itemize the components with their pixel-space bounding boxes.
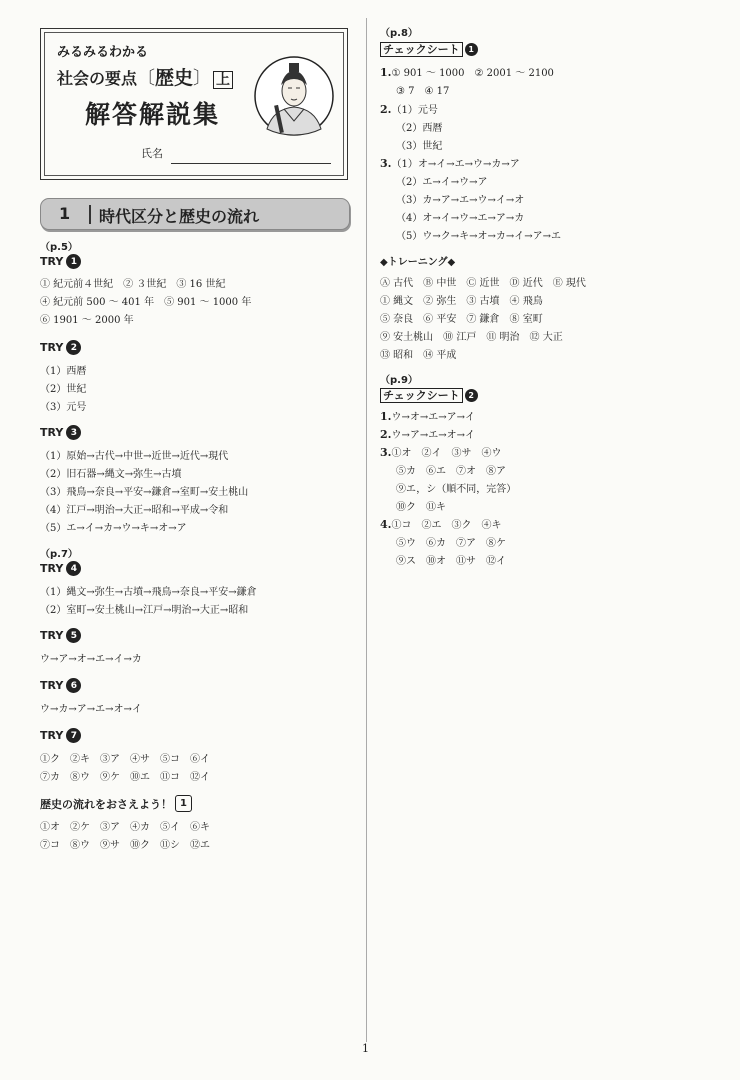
- answer-line: ④ 紀元前 500 ～ 401 年 ⑤ 901 ～ 1000 年: [40, 297, 252, 308]
- try-6-heading: [40, 678, 81, 693]
- answer-line: （1）オ→イ→エ→ウ→カ→ア: [391, 159, 520, 170]
- answer-line: ⑨エ，シ（順不同，完答）: [396, 484, 517, 495]
- subject-prefix: 社会の要点: [57, 69, 138, 88]
- try-4-heading: [40, 561, 81, 576]
- question-item: [380, 516, 501, 531]
- subject: 歴史: [155, 67, 194, 89]
- chapter-separator: [89, 205, 91, 224]
- answer-line: （3）世紀: [396, 141, 443, 152]
- try-number-badge: 3: [66, 425, 81, 440]
- answer-line: ⑤カ ⑥エ ⑦オ ⑧ア: [396, 466, 506, 477]
- answer-line: （2）旧石器→縄文→弥生→古墳: [40, 469, 182, 480]
- try-label: TRY: [40, 629, 64, 642]
- check-sheet-number-badge: 1: [465, 43, 478, 56]
- try-number-badge: 4: [66, 561, 81, 576]
- try-label: TRY: [40, 341, 64, 354]
- answer-line: ①ク ②キ ③ア ④サ ⑤コ ⑥イ: [40, 754, 210, 765]
- question-number: 4.: [380, 518, 392, 531]
- title-box: [40, 28, 348, 180]
- page-ref-p5: （p.5）: [40, 242, 78, 253]
- training-heading: ◆トレーニング◆: [380, 257, 456, 268]
- page-ref-p8: （p.8）: [380, 28, 418, 39]
- volume-badge: 上: [213, 71, 233, 89]
- page-ref-p7: （p.7）: [40, 549, 78, 560]
- question-item: [380, 408, 475, 423]
- answer-line: ウ→カ→ア→エ→オ→イ: [40, 704, 142, 715]
- book-title: 解答解説集: [85, 100, 221, 129]
- question-item: [380, 101, 438, 116]
- bracket-open: 〔: [137, 68, 156, 89]
- answer-line: ① 紀元前４世紀 ② ３世紀 ③ 16 世紀: [40, 279, 226, 290]
- answer-line: ⑤ウ ⑥カ ⑦ア ⑧ケ: [396, 538, 506, 549]
- question-number: 2.: [380, 428, 392, 441]
- name-line: [171, 163, 331, 164]
- answer-line: ⑬ 昭和 ⑭ 平成: [380, 350, 457, 361]
- try-3-heading: [40, 425, 81, 440]
- answer-line: ⑥ 1901 ～ 2000 年: [40, 315, 134, 326]
- review-heading: [40, 795, 192, 812]
- answer-line: （2）エ→イ→ウ→ア: [396, 177, 488, 188]
- answer-line: ⑤ 奈良 ⑥ 平安 ⑦ 鎌倉 ⑧ 室町: [380, 314, 543, 325]
- series-name: みるみるわかる: [57, 45, 149, 60]
- try-2-heading: [40, 340, 81, 355]
- try-number-badge: 2: [66, 340, 81, 355]
- answer-line: Ⓐ 古代 Ⓑ 中世 Ⓒ 近世 Ⓓ 近代 Ⓔ 現代: [380, 278, 586, 289]
- subject-line: [57, 63, 233, 90]
- answer-line: ⑦カ ⑧ウ ⑨ケ ⑩エ ⑪コ ⑫イ: [40, 772, 210, 783]
- try-1-heading: [40, 254, 81, 269]
- try-7-heading: [40, 728, 81, 743]
- try-number-badge: 7: [66, 728, 81, 743]
- answer-line: （4）オ→イ→ウ→エ→ア→カ: [396, 213, 525, 224]
- answer-line: ⑦コ ⑧ウ ⑨サ ⑩ク ⑪シ ⑫エ: [40, 840, 210, 851]
- answer-line: ウ→ア→オ→エ→イ→カ: [40, 654, 142, 665]
- try-number-badge: 6: [66, 678, 81, 693]
- answer-line: （3）元号: [40, 402, 87, 413]
- review-number-badge: 1: [175, 795, 192, 812]
- try-label: TRY: [40, 426, 64, 439]
- answer-line: （3）カ→ア→エ→ウ→イ→オ: [396, 195, 525, 206]
- answer-line: （3）飛鳥→奈良→平安→鎌倉→室町→安土桃山: [40, 487, 249, 498]
- answer-line: （1）原始→古代→中世→近世→近代→現代: [40, 451, 229, 462]
- chapter-banner: [40, 198, 350, 230]
- check-sheet-1-heading: [380, 42, 478, 57]
- answer-line: ウ→オ→エ→ア→イ: [391, 412, 475, 423]
- check-sheet-2-heading: [380, 388, 478, 403]
- try-5-heading: [40, 628, 81, 643]
- question-number: 3.: [380, 446, 392, 459]
- chapter-title: 時代区分と歴史の流れ: [99, 207, 260, 226]
- question-item: [380, 155, 520, 170]
- answer-line: ⑩ク ⑪キ: [396, 502, 446, 513]
- answer-line: ⑨ス ⑩オ ⑪サ ⑫イ: [396, 556, 506, 567]
- answer-line: （4）江戸→明治→大正→昭和→平成→令和: [40, 505, 229, 516]
- answer-line: ①オ ②ケ ③ア ④カ ⑤イ ⑥キ: [40, 822, 210, 833]
- answer-line: （2）世紀: [40, 384, 87, 395]
- answer-line: ①オ ②イ ③サ ④ウ: [391, 448, 502, 459]
- answer-line: （1）元号: [391, 105, 438, 116]
- column-divider: [366, 18, 367, 1042]
- question-number: 1.: [380, 66, 392, 79]
- review-label: 歴史の流れをおさえよう！: [40, 797, 172, 811]
- check-sheet-label: チェックシート: [380, 42, 463, 57]
- question-item: [380, 64, 554, 79]
- question-number: 1.: [380, 410, 392, 423]
- try-label: TRY: [40, 729, 64, 742]
- answer-line: ①コ ②エ ③ク ④キ: [391, 520, 502, 531]
- name-label: 氏名: [141, 147, 163, 160]
- answer-line: （2）室町→安土桃山→江戸→明治→大正→昭和: [40, 605, 249, 616]
- portrait-illustration: [253, 55, 335, 137]
- question-item: [380, 426, 475, 441]
- answer-line: ⑨ 安土桃山 ⑩ 江戸 ⑪ 明治 ⑫ 大正: [380, 332, 563, 343]
- question-number: 3.: [380, 157, 392, 170]
- check-sheet-number-badge: 2: [465, 389, 478, 402]
- try-label: TRY: [40, 255, 64, 268]
- chapter-number: 1: [59, 204, 71, 223]
- try-number-badge: 5: [66, 628, 81, 643]
- answer-line: （2）西暦: [396, 123, 443, 134]
- try-label: TRY: [40, 562, 64, 575]
- try-number-badge: 1: [66, 254, 81, 269]
- answer-line: （5）エ→イ→カ→ウ→キ→オ→ア: [40, 523, 187, 534]
- bracket-close: 〕: [193, 68, 212, 89]
- answer-line: ① 901 ～ 1000 ② 2001 ～ 2100: [391, 68, 554, 79]
- answer-line: ③ 7 ④ 17: [396, 86, 450, 97]
- answer-line: （5）ウ→ク→キ→オ→カ→イ→ア→エ: [396, 231, 562, 242]
- page-ref-p9: （p.9）: [380, 375, 418, 386]
- answer-line: ① 縄文 ② 弥生 ③ 古墳 ④ 飛鳥: [380, 296, 543, 307]
- question-item: [380, 444, 501, 459]
- answer-line: （1）縄文→弥生→古墳→飛鳥→奈良→平安→鎌倉: [40, 587, 257, 598]
- check-sheet-label: チェックシート: [380, 388, 463, 403]
- question-number: 2.: [380, 103, 392, 116]
- answer-line: ウ→ア→エ→オ→イ: [391, 430, 475, 441]
- answer-line: （1）西暦: [40, 366, 87, 377]
- page-number: 1: [362, 1042, 369, 1055]
- try-label: TRY: [40, 679, 64, 692]
